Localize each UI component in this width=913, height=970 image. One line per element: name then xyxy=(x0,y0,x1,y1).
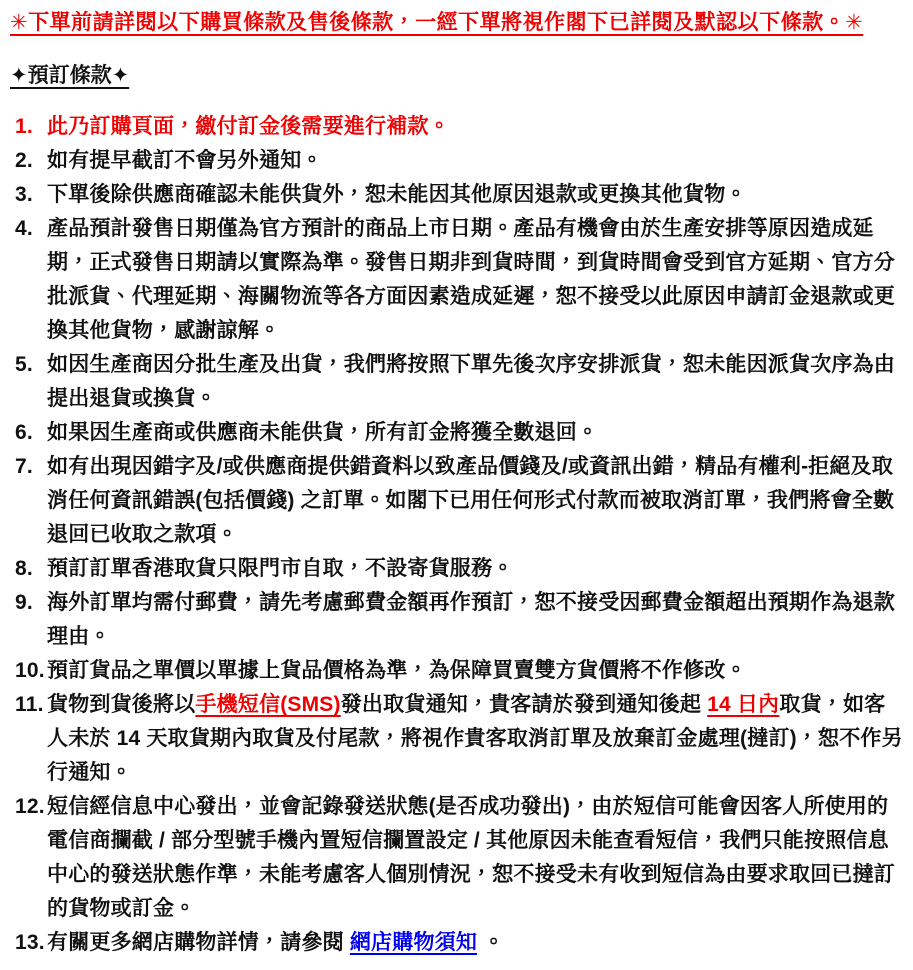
term-number: 7. xyxy=(15,455,33,478)
term-item-11 xyxy=(10,688,903,790)
term-number: 10. xyxy=(15,659,45,682)
term-text: 如因生產商因分批生產及出貨，我們將按照下單先後次序安排派貨，恕未能因派貨次序為由提出退貨或換貨。 xyxy=(47,353,895,410)
term-item-8 xyxy=(10,552,903,586)
term-text: 有關更多網店購物詳情，請參閱 xyxy=(47,931,350,954)
term-number: 13. xyxy=(15,931,45,954)
term-number: 4. xyxy=(15,217,33,240)
term-item-3 xyxy=(10,178,903,212)
term-number: 5. xyxy=(15,353,33,376)
term-text: 貨物到貨後將以 xyxy=(47,693,196,716)
term-text: 如果因生產商或供應商未能供貨，所有訂金將獲全數退回。 xyxy=(47,421,599,444)
term-number: 2. xyxy=(15,149,33,172)
term-number: 9. xyxy=(15,591,33,614)
term-item-4 xyxy=(10,212,903,348)
term-item-2 xyxy=(10,144,903,178)
term-item-7 xyxy=(10,450,903,552)
pickup-deadline-highlight: 14 日內 xyxy=(707,693,780,716)
term-text: 此乃訂購頁面，繳付訂金後需要進行補款。 xyxy=(47,115,450,138)
term-number: 6. xyxy=(15,421,33,444)
term-text: 下單後除供應商確認未能供貨外，恕未能因其他原因退款或更換其他貨物。 xyxy=(47,183,747,206)
term-item-5 xyxy=(10,348,903,416)
purchase-notice-header: ✳下單前請詳閱以下購買條款及售後條款，一經下單將視作閣下已詳閱及默認以下條款。✳ xyxy=(10,11,864,34)
term-text: 發出取貨通知，貴客請於發到通知後起 xyxy=(340,693,708,716)
term-item-9 xyxy=(10,586,903,654)
term-item-12 xyxy=(10,790,903,926)
term-text: 預訂貨品之單價以單據上貨品價格為準，為保障買賣雙方貨價將不作修改。 xyxy=(47,659,747,682)
term-item-10 xyxy=(10,654,903,688)
term-number: 3. xyxy=(15,183,33,206)
term-text: 預訂訂單香港取貨只限門市自取，不設寄貨服務。 xyxy=(47,557,514,580)
section-title-text: ✦預訂條款✦ xyxy=(10,64,130,87)
term-text: 如有提早截訂不會另外通知。 xyxy=(47,149,323,172)
term-number: 12. xyxy=(15,795,45,818)
section-title xyxy=(10,59,903,93)
term-number: 1. xyxy=(15,115,33,138)
term-text: 。 xyxy=(477,931,505,954)
store-shopping-notice-link[interactable]: 網店購物須知 xyxy=(349,931,478,954)
sms-highlight: 手機短信(SMS) xyxy=(195,693,341,716)
term-item-1 xyxy=(10,110,903,144)
term-text: 產品預計發售日期僅為官方預計的商品上市日期。產品有機會由於生產安排等原因造成延期，正式發售日期請以實際為準。發售日期非到貨時間，到貨時間會受到官方延期、官方分批派貨、代理延期、海關物流等各方面因素造成延遲，恕不接受以此原因申請訂金退款或更換其他貨物，感謝諒解。 xyxy=(47,217,895,342)
terms-list xyxy=(10,110,903,960)
term-text: 短信經信息中心發出，並會記錄發送狀態(是否成功發出)，由於短信可能會因客人所使用的電信商攔截 / 部分型號手機內置短信攔置設定 / 其他原因未能查看短信，我們只能按照信息中心的發送狀態作準，未能考慮客人個別情況，恕不接受未有收到短信為由要求取回已撻訂的貨物或訂金。 xyxy=(47,795,895,920)
term-item-6 xyxy=(10,416,903,450)
term-item-13 xyxy=(10,926,903,960)
term-text: 海外訂單均需付郵費，請先考慮郵費金額再作預訂，恕不接受因郵費金額超出預期作為退款理由。 xyxy=(47,591,895,648)
term-number: 8. xyxy=(15,557,33,580)
term-text: 如有出現因錯字及/或供應商提供錯資料以致產品價錢及/或資訊出錯，精品有權利-拒絕及取消任何資訊錯誤(包括價錢) 之訂單。如閣下已用任何形式付款而被取消訂單，我們將會全數退回已收取之款項。 xyxy=(47,455,895,546)
term-text: 取貨，如客人未於 14 天取貨期內取貨及付尾款，將視作貴客取消訂單及放棄訂金處理(撻訂)，恕不作另行通知。 xyxy=(47,693,903,784)
term-number: 11. xyxy=(15,693,44,716)
